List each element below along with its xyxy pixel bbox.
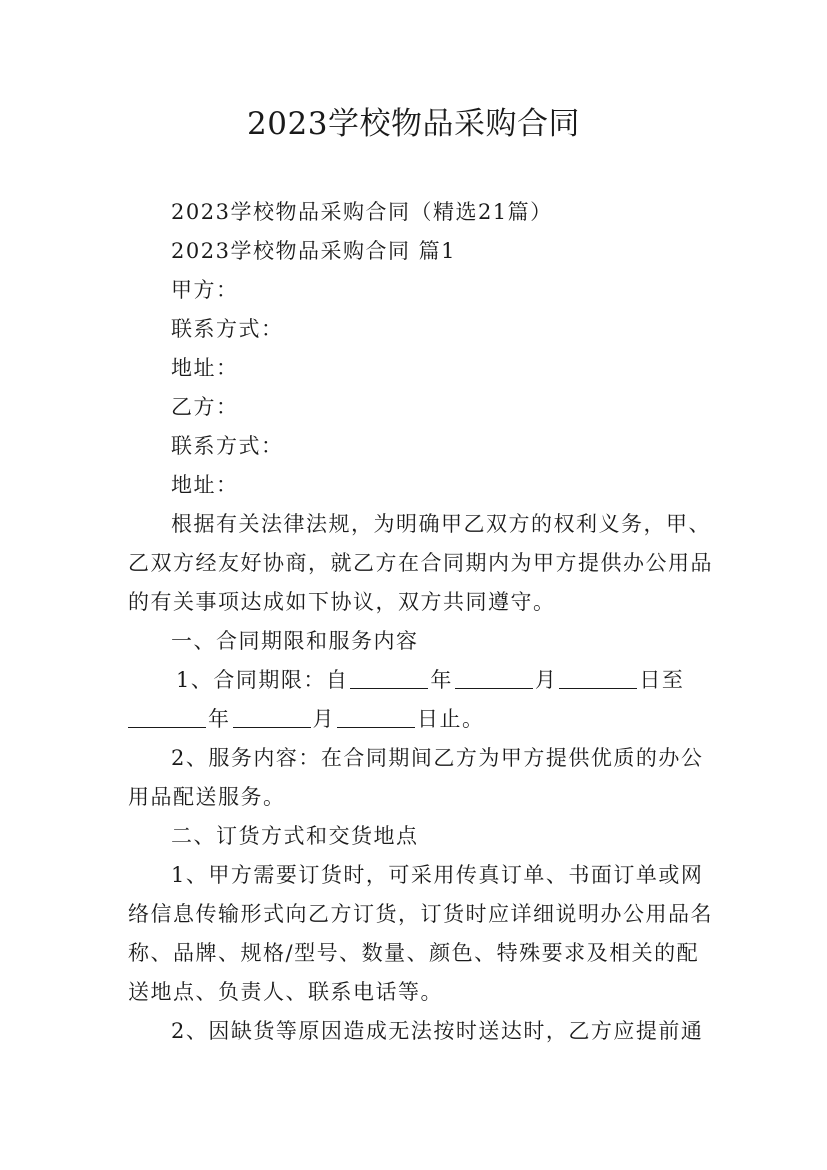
section-heading: 2023学校物品采购合同 篇1 xyxy=(171,239,456,263)
term-month: 月 xyxy=(312,707,335,731)
clause-1-heading: 一、合同期限和服务内容 xyxy=(171,629,419,653)
service-content-line: 2、服务内容：在合同期间乙方为甲方提供优质的办公 xyxy=(171,746,704,770)
blank-start-month xyxy=(455,666,533,689)
document-title: 2023学校物品采购合同 xyxy=(247,106,580,142)
service-content-line: 用品配送服务。 xyxy=(128,785,286,809)
intro-paragraph-line: 根据有关法律法规，为明确甲乙双方的权利义务，甲、 xyxy=(171,512,711,536)
blank-start-year xyxy=(350,666,428,689)
clause-2-heading: 二、订货方式和交货地点 xyxy=(171,824,419,848)
party-a-contact-label: 联系方式： xyxy=(171,317,284,341)
contract-term-line xyxy=(128,661,718,700)
party-a-address-label: 地址： xyxy=(171,356,239,380)
contract-term-line xyxy=(128,700,718,739)
intro-paragraph-line: 乙双方经友好协商，就乙方在合同期内为甲方提供办公用品 xyxy=(128,551,713,575)
blank-start-day xyxy=(559,666,637,689)
party-b-label: 乙方： xyxy=(171,395,239,419)
document-body xyxy=(128,193,718,1051)
order-method-line: 称、品牌、规格/型号、数量、颜色、特殊要求及相关的配 xyxy=(128,941,700,965)
order-method-line: 送地点、负责人、联系电话等。 xyxy=(128,980,443,1004)
term-year: 年 xyxy=(208,707,231,731)
order-method-line: 络信息传输形式向乙方订货，订货时应详细说明办公用品名 xyxy=(128,902,713,926)
term-day-to: 日至 xyxy=(639,668,685,692)
order-method-line: 1、甲方需要订货时，可采用传真订单、书面订单或网 xyxy=(171,863,704,887)
term-month: 月 xyxy=(534,668,558,692)
party-b-contact-label: 联系方式： xyxy=(171,434,284,458)
shortage-notice-line: 2、因缺货等原因造成无法按时送达时，乙方应提前通 xyxy=(171,1019,704,1043)
blank-end-year xyxy=(128,705,206,728)
blank-end-month xyxy=(233,705,311,728)
subtitle: 2023学校物品采购合同（精选21篇） xyxy=(171,200,553,224)
party-b-address-label: 地址： xyxy=(171,473,239,497)
term-prefix: 1、合同期限：自 xyxy=(176,668,349,692)
intro-paragraph-line: 的有关事项达成如下协议，双方共同遵守。 xyxy=(128,590,556,614)
term-year: 年 xyxy=(430,668,453,692)
term-day-end: 日止。 xyxy=(417,707,485,731)
party-a-label: 甲方： xyxy=(171,278,239,302)
blank-end-day xyxy=(337,705,415,728)
